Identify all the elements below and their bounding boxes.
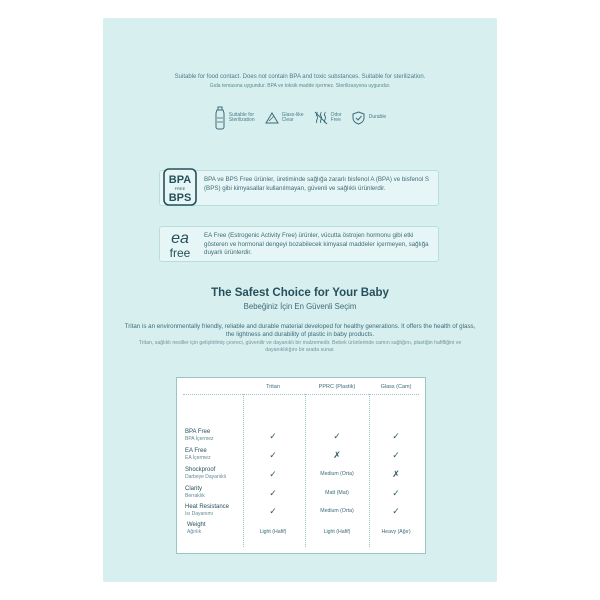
table-row	[177, 467, 425, 483]
ea-free-icon	[163, 224, 197, 267]
table-cell: Medium (Orta)	[320, 471, 354, 477]
svg-text:BPS: BPS	[168, 192, 192, 204]
odor-free-icon	[314, 110, 328, 126]
tritan-description-tr: Tritan, sağlıklı nesiller için geliştirilmiş çevreci, güvenilir ve dayanıklı bir malzemedir. Bebek ürünlerinde camın sağlığını, plastiğin hafifliğini ve dayanıklılığını bir arada sunar.	[138, 340, 462, 353]
table-cell: Matt (Mat)	[325, 490, 349, 496]
food-contact-text-en: Suitable for food contact. Does not contain BPA and toxic substances. Suitable for sterilization.	[174, 74, 426, 80]
table-cell: ✓	[392, 449, 400, 460]
badge-label: Glass-like Clear	[281, 111, 304, 123]
table-row	[177, 448, 425, 464]
ea-free-info-box	[159, 226, 439, 262]
row-label-tr: Ağırlık	[187, 528, 202, 535]
badge-durable	[352, 106, 387, 130]
table-cell: Medium (Orta)	[320, 508, 354, 514]
main-heading: The Safest Choice for Your Baby	[211, 287, 389, 299]
row-label: Weight	[187, 522, 206, 528]
badge-label: Durable	[368, 114, 387, 121]
table-cell: Light (Hafif)	[323, 529, 351, 535]
row-label: Shockproof	[185, 467, 216, 473]
svg-text:ea: ea	[171, 230, 189, 247]
svg-text:free: free	[169, 246, 191, 260]
table-cell: ✓	[269, 468, 277, 479]
product-info-card	[103, 18, 497, 582]
row-label-tr: BPA İçermez	[185, 435, 214, 442]
badge-sterilization	[214, 106, 255, 130]
row-label-tr: EA İçermez	[185, 454, 211, 461]
row-label-tr: Isı Dayanımı	[185, 510, 214, 517]
food-contact-text-tr: Gıda temasına uygundur. BPA ve toksik madde içermez. Sterilizasyona uygundur.	[209, 83, 391, 89]
table-row	[177, 522, 425, 538]
column-header-glass: Glass (Cam)	[380, 384, 412, 390]
badge-odor	[314, 106, 342, 130]
feature-badges	[103, 106, 497, 130]
table-row	[177, 429, 425, 445]
tritan-description-en: Tritan is an environmentally friendly, reliable and durable material developed for healthy generations. It offers the health of glass, the lightness and durability of plastic in baby products.	[124, 323, 476, 338]
row-label-tr: Darbeye Dayanıklı	[185, 473, 227, 480]
table-cell: Light (Hafif)	[259, 529, 287, 535]
row-label: Heat Resistance	[185, 504, 230, 510]
column-header-tritan: Tritan	[266, 384, 280, 390]
badge-clear	[265, 106, 304, 130]
main-subheading: Bebeğiniz İçin En Güvenli Seçim	[243, 302, 357, 311]
badge-label: Suitable for Sterilization	[228, 111, 255, 123]
table-cell: Heavy (Ağır)	[381, 529, 411, 535]
table-cell: ✓	[269, 487, 277, 498]
baby-bottle-icon	[214, 106, 226, 130]
bpa-bps-description: BPA ve BPS Free ürünler, üretiminde sağlığa zararlı bisfenol A (BPA) ve bisfenol S (BPS) gibi kimyasallar kullanılmayan, güvenli ve sağlıklı ürünlerdir.	[204, 176, 430, 192]
table-cell: ✓	[269, 430, 277, 441]
row-label: BPA Free	[185, 429, 211, 435]
shield-check-icon	[352, 110, 366, 126]
row-label: EA Free	[185, 448, 207, 454]
table-cell: ✗	[392, 468, 400, 479]
table-cell: ✓	[392, 487, 400, 498]
table-cell: ✗	[333, 449, 341, 460]
table-cell: ✓	[269, 449, 277, 460]
svg-text:FREE: FREE	[174, 186, 186, 191]
table-row	[177, 486, 425, 502]
badge-label: Odor Free	[330, 111, 342, 123]
svg-text:BPA: BPA	[168, 174, 192, 186]
bpa-bps-free-icon	[163, 168, 197, 211]
column-header-pprc: PPRC (Plastik)	[318, 384, 356, 390]
ea-free-description: EA Free (Estrogenic Activity Free) ürünler, vücutta östrojen hormonu gibi etki gösteren ve hormonal dengeyi bozabilecek kimyasal maddeler içermeyen, sağlığa duyarlı ürünlerdir.	[204, 232, 429, 257]
table-cell: ✓	[269, 505, 277, 516]
table-cell: ✓	[392, 505, 400, 516]
table-cell: ✓	[333, 430, 341, 441]
table-cell: ✓	[392, 430, 400, 441]
clear-glass-icon	[265, 110, 279, 126]
bpa-bps-info-box	[159, 170, 439, 206]
table-row	[177, 504, 425, 520]
header-divider	[183, 394, 419, 395]
row-label: Clarity	[185, 486, 203, 492]
row-label-tr: Berraklık	[185, 492, 205, 499]
comparison-table	[176, 377, 426, 554]
